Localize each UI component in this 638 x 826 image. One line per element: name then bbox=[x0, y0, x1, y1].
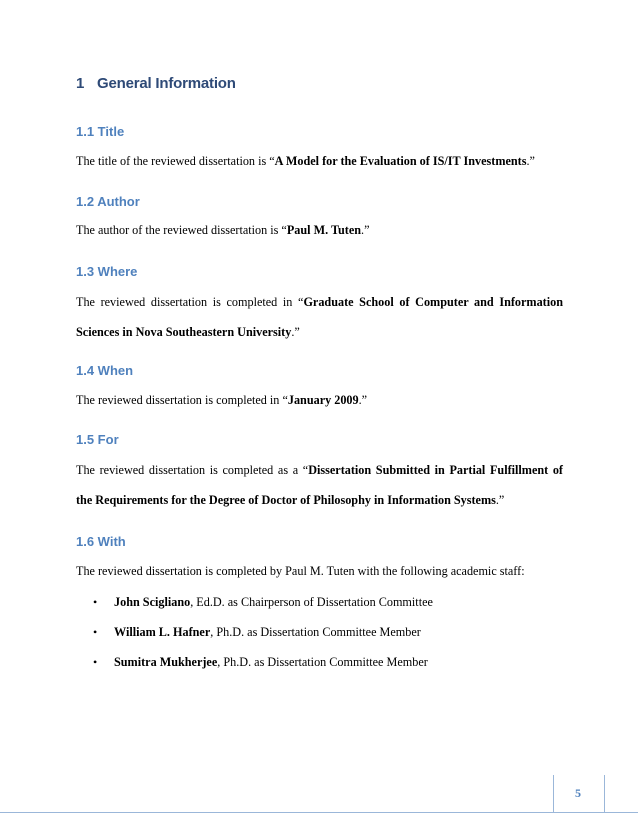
section-heading-general-information bbox=[76, 75, 236, 92]
purpose: Dissertation Submitted in Partial Fulfillment of bbox=[308, 463, 563, 477]
text: .” bbox=[495, 493, 505, 507]
text: .” bbox=[526, 154, 535, 168]
heading-title: General Information bbox=[97, 75, 236, 92]
staff-role: , Ed.D. as Chairperson of Dissertation Committee bbox=[190, 595, 433, 609]
subheading-where: 1.3 Where bbox=[76, 264, 138, 279]
staff-role: , Ph.D. as Dissertation Committee Member bbox=[217, 655, 428, 669]
text: The reviewed dissertation is completed as a “ bbox=[76, 463, 309, 477]
subheading-author: 1.2 Author bbox=[76, 194, 140, 209]
text: .” bbox=[358, 393, 368, 407]
institution-continued: Sciences in Nova Southeastern University bbox=[76, 325, 292, 339]
text: The title of the reviewed dissertation is “ bbox=[76, 154, 275, 168]
bullet-icon: • bbox=[93, 655, 98, 669]
paragraph-author bbox=[76, 222, 563, 238]
paragraph-with bbox=[76, 563, 563, 579]
subheading-for: 1.5 For bbox=[76, 432, 119, 447]
text: The reviewed dissertation is completed by Paul M. Tuten with the following academic staff: bbox=[76, 564, 525, 578]
purpose-continued: the Requirements for the Degree of Doctor of Philosophy in Information Systems bbox=[76, 493, 496, 507]
subheading-with: 1.6 With bbox=[76, 534, 126, 549]
text: .” bbox=[361, 223, 370, 237]
text: The author of the reviewed dissertation is “ bbox=[76, 223, 287, 237]
heading-number: 1 bbox=[76, 75, 85, 92]
text: The reviewed dissertation is completed in “ bbox=[76, 295, 304, 309]
bullet-icon: • bbox=[93, 625, 98, 639]
page-number: 5 bbox=[575, 786, 581, 800]
text: The reviewed dissertation is completed in “ bbox=[76, 393, 288, 407]
list-item bbox=[93, 655, 428, 670]
list-item bbox=[93, 595, 433, 610]
text: .” bbox=[291, 325, 300, 339]
subheading-when: 1.4 When bbox=[76, 363, 134, 378]
footer-divider bbox=[0, 812, 638, 813]
staff-name: Sumitra Mukherjee bbox=[114, 655, 218, 669]
institution: Graduate School of Computer and Information bbox=[303, 295, 563, 309]
staff-role: , Ph.D. as Dissertation Committee Member bbox=[210, 625, 421, 639]
paragraph-where-line-1 bbox=[76, 294, 563, 310]
bullet-icon: • bbox=[93, 595, 98, 609]
paragraph-for-line-2 bbox=[76, 492, 563, 508]
paragraph-title bbox=[76, 153, 563, 169]
author-name: Paul M. Tuten bbox=[286, 223, 362, 237]
staff-name: William L. Hafner bbox=[114, 625, 211, 639]
paragraph-when bbox=[76, 392, 563, 408]
dissertation-title: A Model for the Evaluation of IS/IT Investments bbox=[274, 154, 527, 168]
completion-date: January 2009 bbox=[287, 393, 359, 407]
paragraph-for-line-1 bbox=[76, 462, 563, 478]
list-item bbox=[93, 625, 421, 640]
staff-name: John Scigliano bbox=[114, 595, 191, 609]
paragraph-where-line-2 bbox=[76, 324, 563, 340]
subheading-title: 1.1 Title bbox=[76, 124, 125, 139]
